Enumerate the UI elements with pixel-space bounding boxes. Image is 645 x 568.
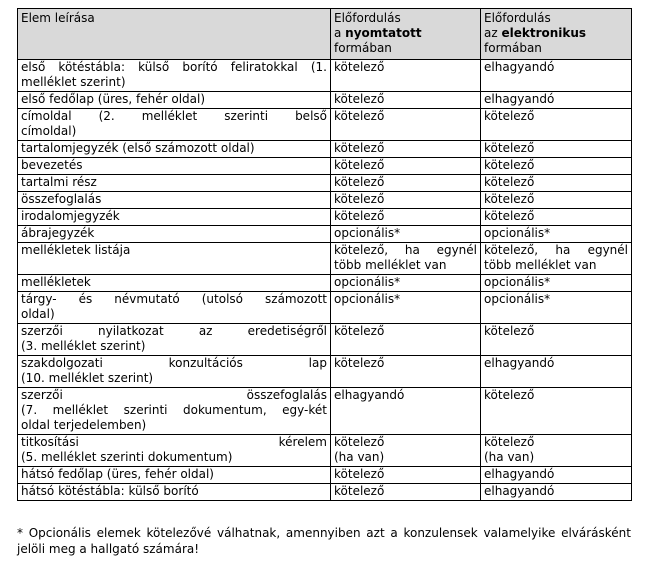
- cell-printed: [331, 243, 481, 275]
- cell-line: elhagyandó: [484, 467, 555, 481]
- table-row: [18, 141, 632, 158]
- table-row: [18, 92, 632, 109]
- table-row: [18, 109, 632, 141]
- cell-description: [18, 292, 331, 324]
- cell-line: hátsó kötéstábla: külső borító: [21, 484, 199, 498]
- cell-electronic: [481, 324, 632, 356]
- cell-description: [18, 275, 331, 292]
- cell-line: kötelező: [334, 92, 385, 106]
- table-body: [18, 60, 632, 501]
- cell-line: kötelező, ha egynél: [484, 243, 628, 257]
- cell-electronic: [481, 60, 632, 92]
- cell-line: irodalomjegyzék: [21, 209, 120, 223]
- cell-description: [18, 435, 331, 467]
- cell-printed: [331, 109, 481, 141]
- cell-line: kötelező: [334, 435, 385, 449]
- cell-electronic: [481, 226, 632, 243]
- cell-line: mellékletek: [21, 275, 91, 289]
- cell-electronic: [481, 175, 632, 192]
- cell-line: opcionális*: [334, 292, 401, 306]
- table-row: [18, 60, 632, 92]
- footnote: * Opcionális elemek kötelezővé válhatnak, amennyiben azt a konzulensek valamelyike elvárásként jelöli meg a hallgató számára!: [17, 526, 631, 556]
- cell-printed: [331, 209, 481, 226]
- cell-line: elhagyandó: [484, 60, 555, 74]
- cell-line: opcionális*: [484, 226, 551, 240]
- header-element-description: Elem leírása: [18, 9, 331, 60]
- cell-electronic: [481, 292, 632, 324]
- cell-line: opcionális*: [334, 226, 401, 240]
- cell-line: kötelező: [484, 435, 535, 449]
- cell-description: [18, 243, 331, 275]
- cell-line: opcionális*: [484, 275, 551, 289]
- cell-line: kötelező: [484, 109, 535, 123]
- table-header-row: [18, 9, 632, 60]
- cell-line: opcionális*: [484, 292, 551, 306]
- cell-electronic: [481, 388, 632, 435]
- cell-line: kötelező: [334, 324, 385, 338]
- cell-electronic: [481, 356, 632, 388]
- cell-line: kötelező: [334, 109, 385, 123]
- cell-line: szerzői összefoglalás: [21, 388, 327, 402]
- table-row: [18, 467, 632, 484]
- cell-line: oldal): [21, 307, 55, 321]
- cell-electronic: [481, 209, 632, 226]
- cell-printed: [331, 60, 481, 92]
- table-row: [18, 324, 632, 356]
- cell-description: [18, 192, 331, 209]
- cell-printed: [331, 92, 481, 109]
- cell-printed: [331, 292, 481, 324]
- cell-line: oldal terjedelemben): [21, 418, 147, 432]
- cell-line: kötelező: [484, 158, 535, 172]
- cell-line: kötelező: [334, 60, 385, 74]
- cell-line: kötelező: [334, 141, 385, 155]
- cell-printed: [331, 324, 481, 356]
- table-row: [18, 275, 632, 292]
- cell-description: [18, 60, 331, 92]
- requirements-table: [17, 8, 632, 501]
- cell-electronic: [481, 484, 632, 501]
- table-row: [18, 175, 632, 192]
- table-row: [18, 388, 632, 435]
- cell-line: tárgy- és névmutató (utolsó számozott: [21, 292, 327, 306]
- cell-printed: [331, 356, 481, 388]
- cell-line: opcionális*: [334, 275, 401, 289]
- cell-description: [18, 226, 331, 243]
- cell-electronic: [481, 467, 632, 484]
- cell-line: mellékletek listája: [21, 243, 131, 257]
- cell-line: több melléklet van: [484, 258, 597, 272]
- cell-printed: [331, 435, 481, 467]
- cell-description: [18, 388, 331, 435]
- cell-printed: [331, 275, 481, 292]
- cell-electronic: [481, 141, 632, 158]
- cell-description: [18, 109, 331, 141]
- cell-description: [18, 484, 331, 501]
- cell-line: kötelező: [334, 484, 385, 498]
- cell-printed: [331, 158, 481, 175]
- cell-line: tartalomjegyzék (első számozott oldal): [21, 141, 255, 155]
- cell-printed: [331, 484, 481, 501]
- cell-line: kötelező, ha egynél: [334, 243, 477, 257]
- cell-description: [18, 209, 331, 226]
- cell-line: (ha van): [334, 450, 385, 464]
- cell-description: [18, 92, 331, 109]
- cell-line: elhagyandó: [334, 388, 405, 402]
- cell-line: kötelező: [334, 209, 385, 223]
- cell-line: elhagyandó: [484, 484, 555, 498]
- cell-line: kötelező: [484, 192, 535, 206]
- cell-line: (ha van): [484, 450, 535, 464]
- table-row: [18, 243, 632, 275]
- cell-line: több melléklet van: [334, 258, 447, 272]
- cell-printed: [331, 467, 481, 484]
- cell-line: kötelező: [484, 141, 535, 155]
- cell-line: szakdolgozati konzultációs lap: [21, 356, 327, 370]
- cell-line: (5. melléklet szerinti dokumentum): [21, 450, 233, 464]
- cell-line: ábrajegyzék: [21, 226, 95, 240]
- cell-printed: [331, 175, 481, 192]
- cell-line: kötelező: [484, 324, 535, 338]
- header-printed-form: Előfordulás a nyomtatott formában: [331, 9, 481, 60]
- cell-line: kötelező: [334, 158, 385, 172]
- cell-description: [18, 467, 331, 484]
- cell-printed: [331, 141, 481, 158]
- cell-line: titkosítási kérelem: [21, 435, 327, 449]
- cell-electronic: [481, 243, 632, 275]
- cell-line: hátsó fedőlap (üres, fehér oldal): [21, 467, 214, 481]
- cell-line: kötelező: [484, 209, 535, 223]
- cell-electronic: [481, 109, 632, 141]
- cell-description: [18, 356, 331, 388]
- cell-line: elhagyandó: [484, 356, 555, 370]
- cell-electronic: [481, 92, 632, 109]
- cell-electronic: [481, 158, 632, 175]
- cell-printed: [331, 226, 481, 243]
- cell-line: elhagyandó: [484, 92, 555, 106]
- cell-electronic: [481, 435, 632, 467]
- cell-electronic: [481, 275, 632, 292]
- cell-line: (10. melléklet szerint): [21, 371, 154, 385]
- cell-line: első fedőlap (üres, fehér oldal): [21, 92, 206, 106]
- cell-line: első kötéstábla: külső borító feliratokkal (1.: [21, 60, 327, 74]
- cell-description: [18, 141, 331, 158]
- cell-line: kötelező: [484, 175, 535, 189]
- table-row: [18, 356, 632, 388]
- cell-description: [18, 175, 331, 192]
- cell-description: [18, 158, 331, 175]
- table-row: [18, 484, 632, 501]
- cell-printed: [331, 388, 481, 435]
- document: [17, 8, 631, 557]
- cell-line: összefoglalás: [21, 192, 102, 206]
- cell-printed: [331, 192, 481, 209]
- cell-line: tartalmi rész: [21, 175, 97, 189]
- cell-line: kötelező: [484, 388, 535, 402]
- cell-line: kötelező: [334, 356, 385, 370]
- table-row: [18, 209, 632, 226]
- cell-line: kötelező: [334, 467, 385, 481]
- cell-line: címoldal): [21, 124, 77, 138]
- table-row: [18, 435, 632, 467]
- cell-line: kötelező: [334, 192, 385, 206]
- cell-line: melléklet szerint): [21, 75, 126, 89]
- table-row: [18, 158, 632, 175]
- cell-line: (3. melléklet szerint): [21, 339, 146, 353]
- cell-line: bevezetés: [21, 158, 83, 172]
- cell-line: (7. melléklet szerinti dokumentum, egy-két: [21, 403, 327, 417]
- table-row: [18, 292, 632, 324]
- header-electronic-form: Előfordulás az elektronikus formában: [481, 9, 632, 60]
- table-row: [18, 226, 632, 243]
- cell-line: kötelező: [334, 175, 385, 189]
- table-row: [18, 192, 632, 209]
- cell-line: szerzői nyilatkozat az eredetiségről: [21, 324, 327, 338]
- cell-description: [18, 324, 331, 356]
- cell-electronic: [481, 192, 632, 209]
- cell-line: címoldal (2. melléklet szerinti belső: [21, 109, 327, 123]
